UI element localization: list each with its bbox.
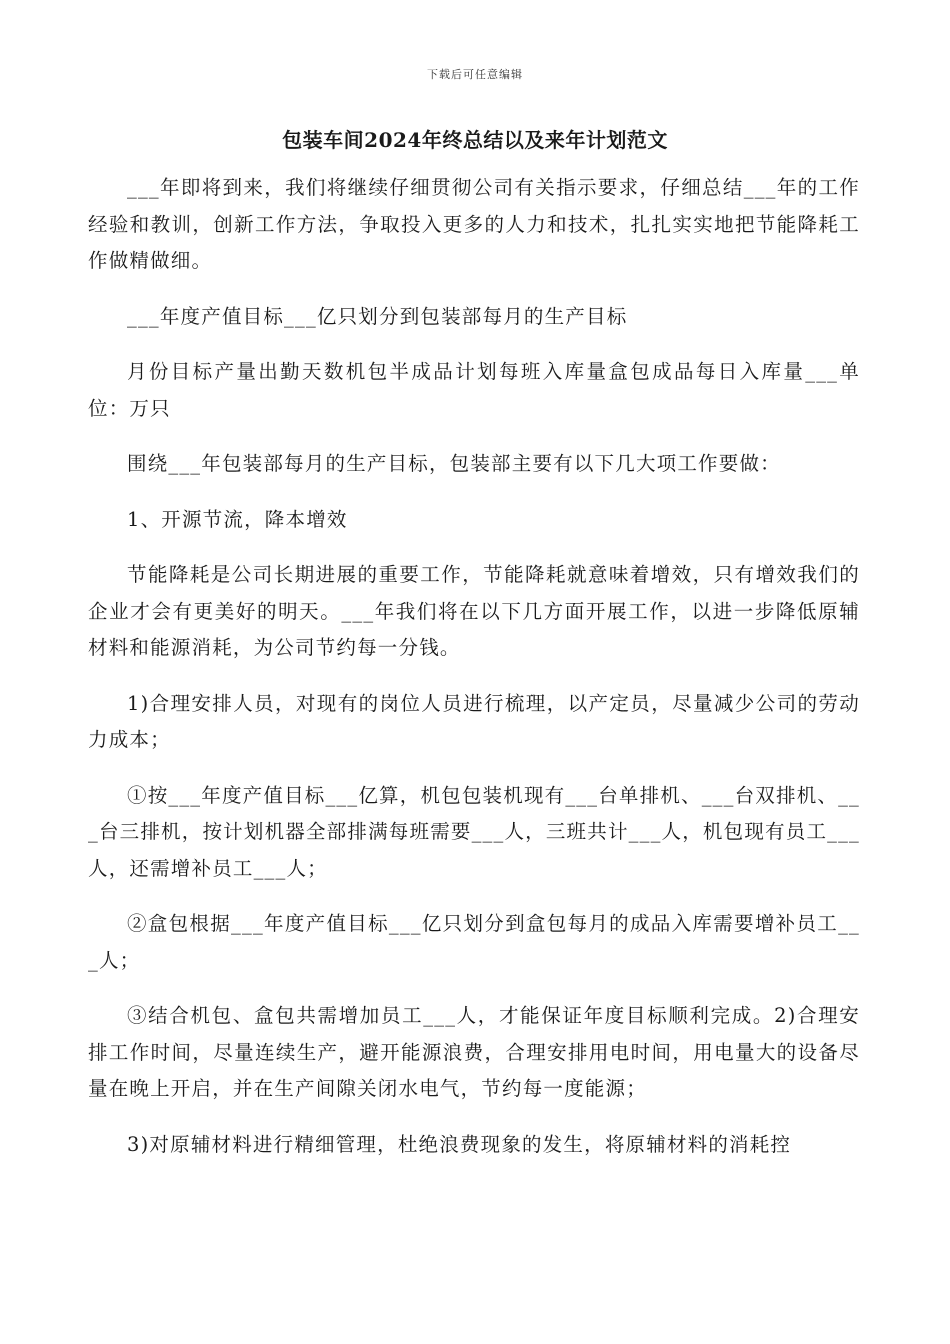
paragraph-staffing: 1)合理安排人员，对现有的岗位人员进行梳理，以产定员，尽量减少公司的劳动力成本；	[88, 691, 860, 751]
paragraph-combined-staff-and-schedule: ③结合机包、盒包共需增加员工___人，才能保证年度目标顺利完成。2)合理安排工作时间，尽量连续生产，避开能源浪费，合理安排用电时间，用电量大的设备尽量在晚上开启，并在生产间隙关闭水电气，节约每一度能源；	[88, 1004, 860, 1100]
paragraph-monthly-table-header: 月份目标产量出勤天数机包半成品计划每班入库量盒包成品每日入库量___单位：万只	[88, 360, 860, 420]
header-note: 下载后可任意编辑	[427, 68, 523, 81]
paragraph-output-target: ___年度产值目标___亿只划分到包装部每月的生产目标	[127, 304, 628, 328]
document-title: 包装车间2024年终总结以及来年计划范文	[282, 128, 668, 152]
paragraph-intro: ___年即将到来，我们将继续仔细贯彻公司有关指示要求，仔细总结___年的工作经验和教训，创新工作方法，争取投入更多的人力和技术，扎扎实实地把节能降耗工作做精做细。	[88, 176, 860, 272]
paragraph-machine-pack-staff: ①按___年度产值目标___亿算，机包包装机现有___台单排机、___台双排机、___台三排机，按计划机器全部排满每班需要___人，三班共计___人，机包现有员工___人，还需增补员工___人；	[88, 783, 860, 880]
paragraph-work-items-intro: 围绕___年包装部每月的生产目标，包装部主要有以下几大项工作要做：	[127, 452, 781, 475]
document-body	[88, 170, 860, 1182]
paragraph-box-pack-staff: ②盒包根据___年度产值目标___亿只划分到盒包每月的成品入库需要增补员工___人；	[88, 912, 860, 972]
paragraph-energy-saving: 节能降耗是公司长期进展的重要工作，节能降耗就意味着增效，只有增效我们的企业才会有更美好的明天。___年我们将在以下几方面开展工作，以进一步降低原辅材料和能源消耗，为公司节约每一分钱。	[88, 563, 860, 659]
paragraph-materials-management: 3)对原辅材料进行精细管理，杜绝浪费现象的发生，将原辅材料的消耗控	[127, 1132, 792, 1156]
section-heading-cost-reduction: 1、开源节流，降本增效	[127, 507, 348, 531]
